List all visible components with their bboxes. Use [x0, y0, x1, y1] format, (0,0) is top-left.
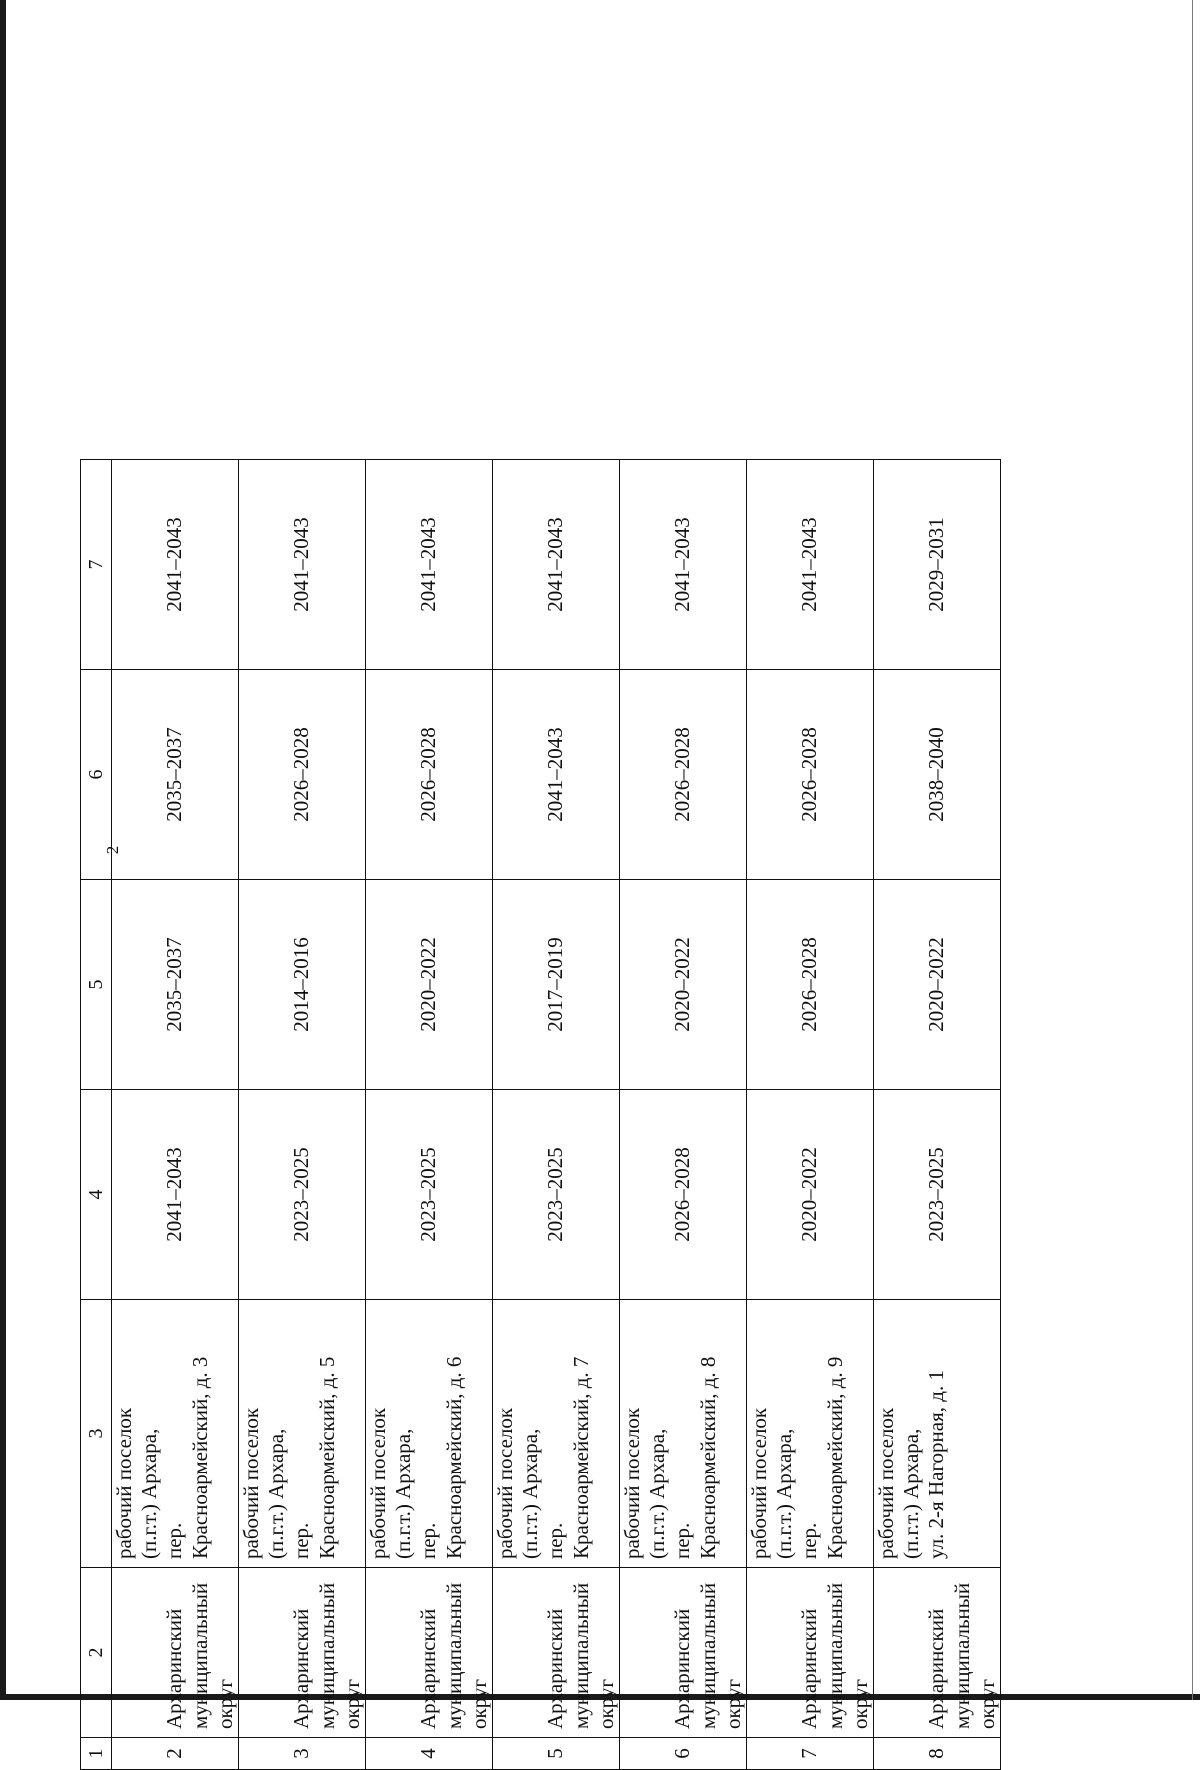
period-cell-col7: 2029–2031: [874, 460, 1001, 670]
district-line: муниципальный: [187, 1582, 212, 1729]
period-cell-col4: 2023–2025: [874, 1090, 1001, 1300]
period-cell-col7: 2041–2043: [747, 460, 874, 670]
column-number-4: 4: [81, 1090, 112, 1300]
district-cell: [747, 1568, 874, 1738]
address-line: пер.: [162, 1522, 187, 1559]
period-cell-col7: 2041–2043: [366, 460, 493, 670]
address-line: ул. 2-я Нагорная, д. 1: [924, 1370, 949, 1559]
district-line: округ: [847, 1678, 872, 1729]
district-line: муниципальный: [314, 1582, 339, 1729]
period-cell-col7: 2041–2043: [620, 460, 747, 670]
address-line: (п.г.т.) Архара,: [264, 1428, 289, 1559]
period-cell-col4: 2026–2028: [620, 1090, 747, 1300]
address-line: рабочий поселок: [493, 1407, 517, 1559]
address-line: рабочий поселок: [747, 1407, 771, 1559]
scan-edge-line: [1192, 0, 1193, 1700]
district-line: Архаринский: [797, 1608, 822, 1729]
table-row: [239, 460, 366, 1770]
table-body: [81, 460, 1001, 1770]
table-row: [112, 460, 239, 1770]
district-cell: [620, 1568, 747, 1738]
address-line: (п.г.т.) Архара,: [899, 1428, 924, 1559]
address-line: (п.г.т.) Архара,: [518, 1428, 543, 1559]
period-cell-col4: 2023–2025: [239, 1090, 366, 1300]
address-line: Красноармейский, д. 6: [441, 1356, 466, 1559]
column-number-7: 7: [81, 460, 112, 670]
row-number-cell: 6: [620, 1738, 747, 1770]
period-cell-col5: 2035–2037: [112, 880, 239, 1090]
table-row: [366, 460, 493, 1770]
address-cell: [747, 1300, 874, 1568]
district-line: Архаринский: [924, 1608, 949, 1729]
district-cell: [493, 1568, 620, 1738]
column-number-6: 6: [81, 670, 112, 880]
address-cell: [112, 1300, 239, 1568]
row-number-cell: 5: [493, 1738, 620, 1770]
period-cell-col6: 2026–2028: [239, 670, 366, 880]
period-cell-col4: 2041–2043: [112, 1090, 239, 1300]
address-line: рабочий поселок: [874, 1407, 898, 1559]
district-line: Архаринский: [289, 1608, 314, 1729]
address-cell: [620, 1300, 747, 1568]
address-line: Красноармейский, д. 8: [695, 1356, 720, 1559]
period-cell-col6: 2035–2037: [112, 670, 239, 880]
address-line: (п.г.т.) Архара,: [772, 1428, 797, 1559]
period-cell-col7: 2041–2043: [493, 460, 620, 670]
district-line: округ: [593, 1678, 618, 1729]
address-cell: [874, 1300, 1001, 1568]
period-cell-col5: 2014–2016: [239, 880, 366, 1090]
period-cell-col5: 2017–2019: [493, 880, 620, 1090]
period-cell-col4: 2020–2022: [747, 1090, 874, 1300]
district-cell: [366, 1568, 493, 1738]
district-cell: [874, 1568, 1001, 1738]
column-number-row: [81, 460, 112, 1770]
period-cell-col6: 2026–2028: [747, 670, 874, 880]
column-number-5: 5: [81, 880, 112, 1090]
address-line: рабочий поселок: [620, 1407, 644, 1559]
district-line: муниципальный: [441, 1582, 466, 1729]
page-number: 2: [103, 845, 122, 855]
row-number-cell: 8: [874, 1738, 1001, 1770]
address-line: Красноармейский, д. 9: [822, 1356, 847, 1559]
address-line: пер.: [289, 1522, 314, 1559]
table-row: [874, 460, 1001, 1770]
period-cell-col5: 2020–2022: [620, 880, 747, 1090]
district-line: муниципальный: [695, 1582, 720, 1729]
column-number-2: 2: [81, 1568, 112, 1738]
period-cell-col6: 2026–2028: [366, 670, 493, 880]
address-line: рабочий поселок: [239, 1407, 263, 1559]
period-cell-col5: 2020–2022: [366, 880, 493, 1090]
period-cell-col6: 2038–2040: [874, 670, 1001, 880]
period-cell-col4: 2023–2025: [366, 1090, 493, 1300]
address-line: Красноармейский, д. 5: [314, 1356, 339, 1559]
district-line: округ: [720, 1678, 745, 1729]
address-line: Красноармейский, д. 7: [568, 1356, 593, 1559]
period-cell-col4: 2023–2025: [493, 1090, 620, 1300]
district-line: округ: [466, 1678, 491, 1729]
district-line: Архаринский: [416, 1608, 441, 1729]
district-line: округ: [212, 1678, 237, 1729]
district-cell: [239, 1568, 366, 1738]
address-cell: [366, 1300, 493, 1568]
district-line: муниципальный: [568, 1582, 593, 1729]
district-line: муниципальный: [822, 1582, 847, 1729]
period-cell-col7: 2041–2043: [239, 460, 366, 670]
address-line: пер.: [416, 1522, 441, 1559]
column-number-1: 1: [81, 1738, 112, 1770]
table-row: [747, 460, 874, 1770]
address-line: пер.: [543, 1522, 568, 1559]
address-line: пер.: [670, 1522, 695, 1559]
district-line: округ: [974, 1678, 999, 1729]
district-line: муниципальный: [949, 1582, 974, 1729]
row-number-cell: 7: [747, 1738, 874, 1770]
column-number-3: 3: [81, 1300, 112, 1568]
district-line: Архаринский: [670, 1608, 695, 1729]
address-line: рабочий поселок: [112, 1407, 136, 1559]
data-table: [80, 459, 1001, 1770]
address-line: рабочий поселок: [366, 1407, 390, 1559]
table-row: [493, 460, 620, 1770]
address-line: пер.: [797, 1522, 822, 1559]
row-number-cell: 2: [112, 1738, 239, 1770]
rotated-table-wrapper: [80, 460, 1000, 1770]
table-row: [620, 460, 747, 1770]
period-cell-col6: 2041–2043: [493, 670, 620, 880]
address-line: (п.г.т.) Архара,: [645, 1428, 670, 1559]
address-cell: [239, 1300, 366, 1568]
address-line: Красноармейский, д. 3: [187, 1356, 212, 1559]
period-cell-col7: 2041–2043: [112, 460, 239, 670]
district-cell: [112, 1568, 239, 1738]
period-cell-col5: 2026–2028: [747, 880, 874, 1090]
district-line: округ: [339, 1678, 364, 1729]
row-number-cell: 3: [239, 1738, 366, 1770]
address-line: (п.г.т.) Архара,: [137, 1428, 162, 1559]
district-line: Архаринский: [162, 1608, 187, 1729]
address-line: (п.г.т.) Архара,: [391, 1428, 416, 1559]
period-cell-col5: 2020–2022: [874, 880, 1001, 1090]
district-line: Архаринский: [543, 1608, 568, 1729]
address-cell: [493, 1300, 620, 1568]
period-cell-col6: 2026–2028: [620, 670, 747, 880]
row-number-cell: 4: [366, 1738, 493, 1770]
